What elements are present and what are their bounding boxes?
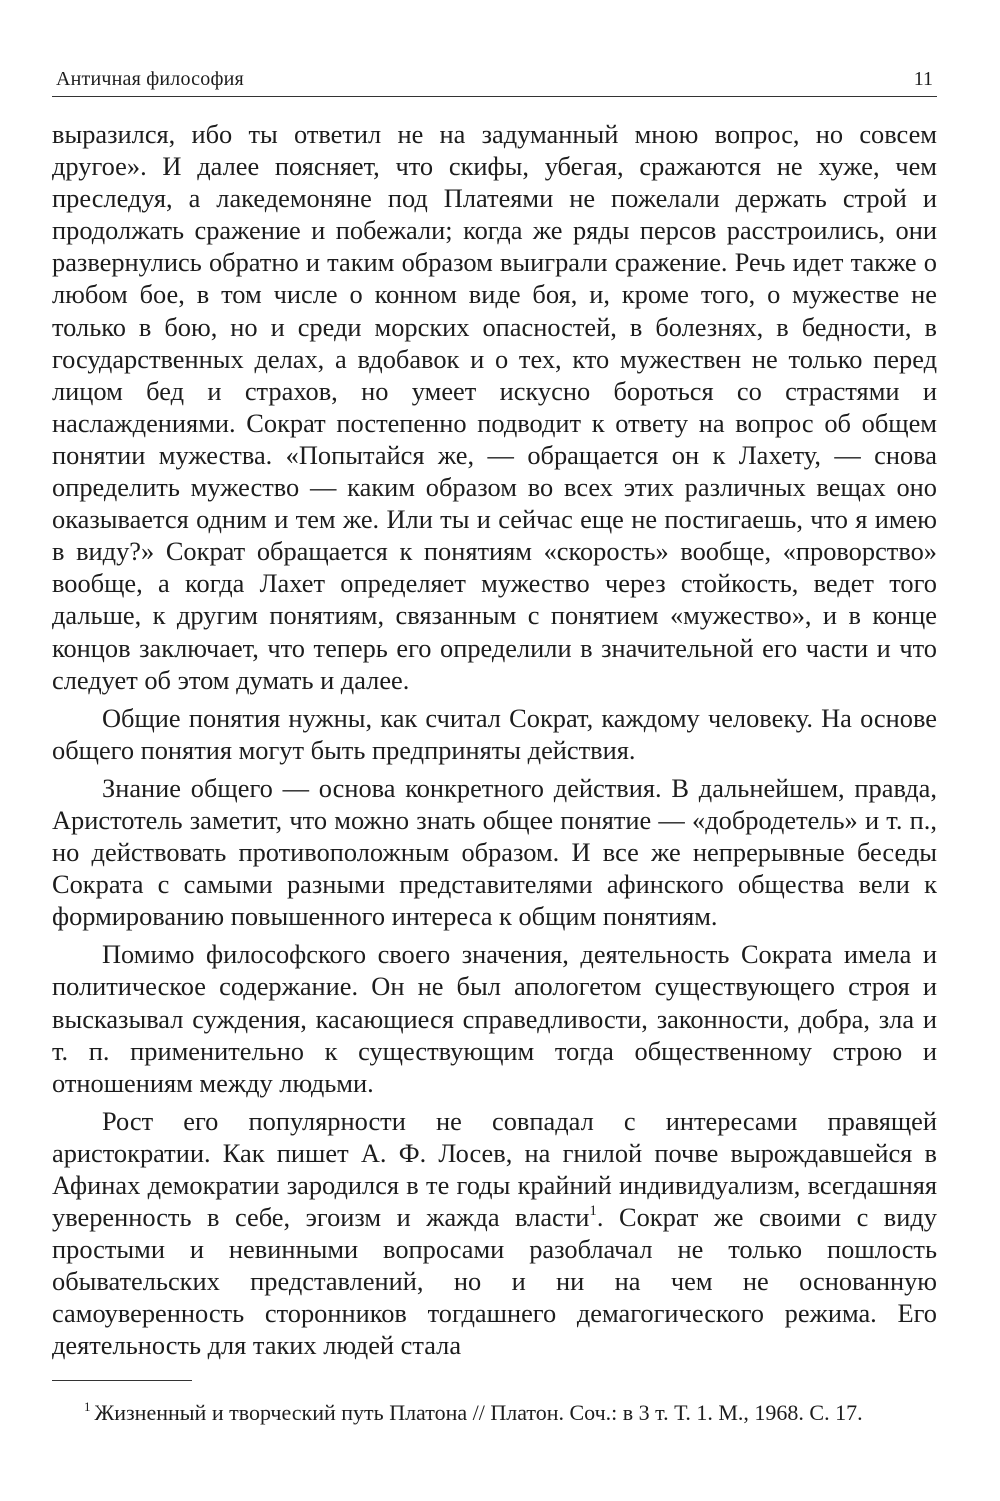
footnote-citation: Жизненный и творческий путь Платона // Платон. Соч.: в 3 т. Т. 1. М., 1968. С. 17. xyxy=(94,1400,863,1425)
page-number: 11 xyxy=(913,68,933,90)
paragraph: Общие понятия нужны, как считал Сократ, каждому человеку. На основе общего понятия могут быть предприняты действия. xyxy=(52,702,937,765)
main-text xyxy=(52,118,937,1368)
paragraph-text-after-ref: . Сократ же своими с виду простыми и невинными вопросами разоблачал не только пошлость обывательских представлений, но и ни на чем не основанную самоуверенность сторонников тогдашнего демагогического режима. Его деятельность для таких людей стала xyxy=(52,1202,937,1361)
paragraph-with-footnote-ref xyxy=(52,1105,937,1362)
paragraph: выразился, ибо ты ответил не на задуманный мною вопрос, но совсем другое». И далее поясняет, что скифы, убегая, сражаются не хуже, чем преследуя, а лакедемоняне под Платеями не пожелали держать строй и продолжать сражение и побежали; когда же ряды персов расстроились, они развернулись обратно и таким образом выиграли сражение. Речь идет также о любом бое, в том числе о конном виде боя, и, кроме того, о мужестве не только в бою, но и среди морских опасностей, в болезнях, в бедности, в государственных делах, а вдобавок и о тех, кто мужествен не только перед лицом бед и страхов, но умеет искусно бороться со страстями и наслаждениями. Сократ постепенно подводит к ответу на вопрос об общем понятии мужества. «Попытайся же, — обращается он к Лахету, — снова определить мужество — каким образом во всех этих различных вещах оно оказывается одним и тем же. Или ты и сейчас еще не постигаешь, что я имею в виду?» Сократ обращается к понятиям «скорость» вообще, «проворство» вообще, а когда Лахет определяет мужество через стойкость, ведет того дальше, к другим понятиям, связанным с понятием «мужество», и в конце концов заключает, что теперь его определили в значительной его части и что следует об этом думать и далее. xyxy=(52,119,937,695)
footnote-reference[interactable]: 1 xyxy=(589,1203,597,1220)
paragraph-text-before-ref: Рост его популярности не совпадал с интересами правящей аристократии. Как пишет А. Ф. Лосев, на гнилой почве вырождавшейся в Афинах демократии зародился в те годы крайний индивидуализм, всегдашняя уверенность в себе, эгоизм и жажда власти xyxy=(52,1105,937,1233)
book-page xyxy=(52,0,937,1501)
footnote xyxy=(52,1398,937,1428)
running-header xyxy=(52,62,937,97)
footnote-mark: 1 xyxy=(84,1399,91,1414)
paragraph: Знание общего — основа конкретного действия. В дальнейшем, правда, Аристотель заметит, что можно знать общее понятие — «добродетель» и т. п., но действовать противоположным образом. И все же непрерывные беседы Сократа с самыми разными представителями афинского общества вели к формированию повышенного интереса к общим понятиям. xyxy=(52,772,937,932)
footnote-divider xyxy=(52,1380,192,1381)
running-title: Античная философия xyxy=(56,68,244,90)
paragraph: Помимо философского своего значения, деятельность Сократа имела и политическое содержание. Он не был апологетом существующего строя и высказывал суждения, касающиеся справедливости, законности, добра, зла и т. п. применительно к существующим тогда общественному строю и отношениям между людьми. xyxy=(52,939,937,1098)
footnote-text xyxy=(52,1398,937,1428)
